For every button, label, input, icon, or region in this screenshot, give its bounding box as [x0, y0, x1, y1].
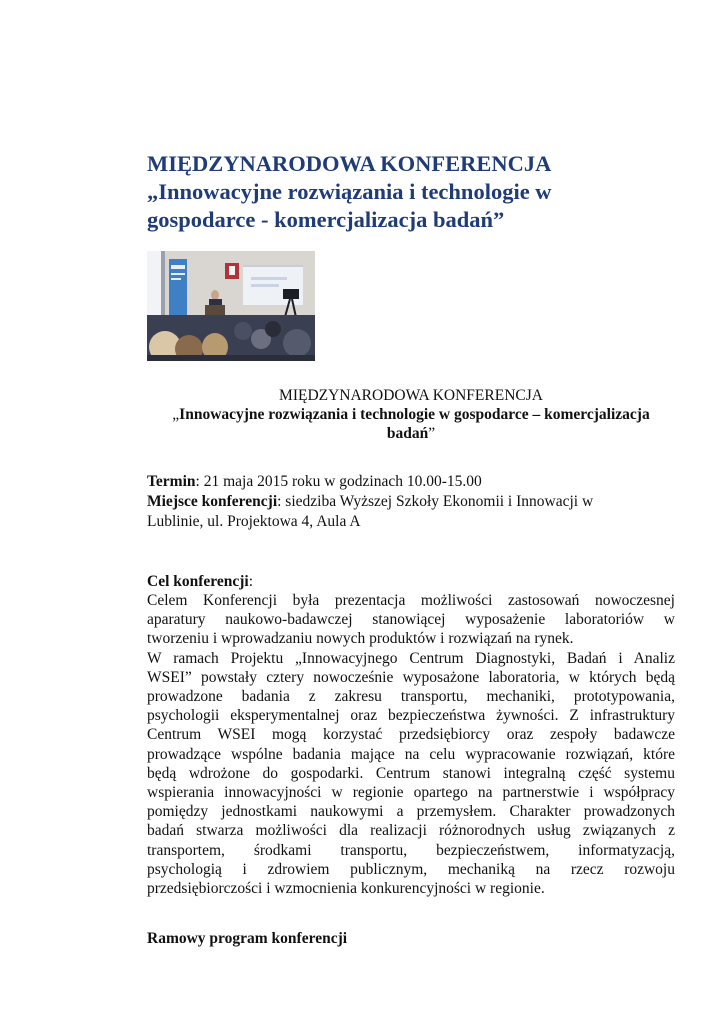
venue-label: Miejsce konferencji — [147, 493, 278, 510]
conference-name: MIĘDZYNARODOWA KONFERENCJA — [279, 387, 543, 404]
paragraph-line: psychologią i zdrowiem publicznym, mechaniką na rzecz rozwoju — [147, 860, 675, 878]
conference-title-bold: Innowacyjne rozwiązania i technologie w gospodarce – komercjalizacja — [179, 406, 650, 423]
paragraph-line: pomiędzy jednostkami naukowymi a przemysłem. Charakter prowadzonych — [147, 803, 675, 821]
venue-line — [147, 492, 675, 512]
conference-details — [147, 472, 675, 532]
venue-line-2: Lublinie, ul. Projektowa 4, Aula A — [147, 513, 361, 530]
paragraph-line: WSEI” powstały cztery nowocześnie wyposażone laboratoria, w których będą — [147, 668, 675, 686]
paragraph-line: tworzeniu i wprowadzaniu nowych produktów i rozwiązań na rynek. — [147, 630, 574, 648]
venue-value: : siedziba Wyższej Szkoły Ekonomii i Innowacji w — [277, 493, 594, 510]
conference-photo — [147, 251, 315, 361]
paragraph-line: psychologii eksperymentalnej oraz bezpieczeństwa żywności. Z infrastruktury — [147, 707, 675, 725]
paragraph-line: Centrum WSEI mogą korzystać przedsiębiorcy oraz zespoły badawcze — [147, 726, 675, 744]
conference-title-block — [147, 386, 675, 443]
heading-line: MIĘDZYNARODOWA KONFERENCJA — [147, 151, 552, 176]
goal-label: Cel konferencji — [147, 573, 249, 590]
program-heading: Ramowy program konferencji — [147, 930, 348, 947]
conference-title — [147, 405, 675, 443]
paragraph-line: prowadzone badania z zakresu transportu, mechaniki, prototypowania, — [147, 688, 675, 706]
paragraph-line: badań stwarza możliwości dla realizacji różnorodnych usług związanych z — [147, 822, 675, 840]
conference-title-bold: badań — [386, 425, 429, 442]
heading-line: gospodarce - komercjalizacja badań” — [147, 207, 505, 232]
date-label: Termin — [147, 473, 196, 490]
goal-paragraph — [147, 591, 675, 898]
paragraph-line: aparatury naukowo-badawczej stanowiącej wyposażenie laboratoriów w — [147, 611, 675, 629]
paragraph-line: Celem Konferencji była prezentacja możliwości zastosowań nowoczesnej — [147, 592, 675, 609]
date-value: : 21 maja 2015 roku w godzinach 10.00-15.00 — [195, 473, 482, 490]
goal-colon: : — [248, 573, 254, 590]
date-line — [147, 472, 675, 492]
heading-line: „Innowacyjne rozwiązania i technologie w — [147, 179, 552, 204]
paragraph-line: przedsiębiorczości i wzmocnienia konkurencyjności w regionie. — [147, 880, 545, 898]
quote-open: „ — [172, 406, 180, 423]
goal-heading — [147, 572, 253, 592]
paragraph-line: wspierania innowacyjności w regionie opartego na partnerstwie i współpracy — [147, 784, 675, 802]
paragraph-line: transportem, środkami transportu, bezpieczeństwem, informatyzacją, — [147, 841, 675, 859]
quote-close: ” — [428, 425, 436, 442]
paragraph-line: będą wdrożone do gospodarki. Centrum stanowi integralną część systemu — [147, 764, 675, 782]
paragraph-line: prowadzące wspólne badania mające na celu wypracowanie rozwiązań, które — [147, 745, 675, 763]
paragraph-line: W ramach Projektu „Innowacyjnego Centrum Diagnostyki, Badań i Analiz — [147, 649, 675, 667]
page-heading — [147, 150, 667, 234]
